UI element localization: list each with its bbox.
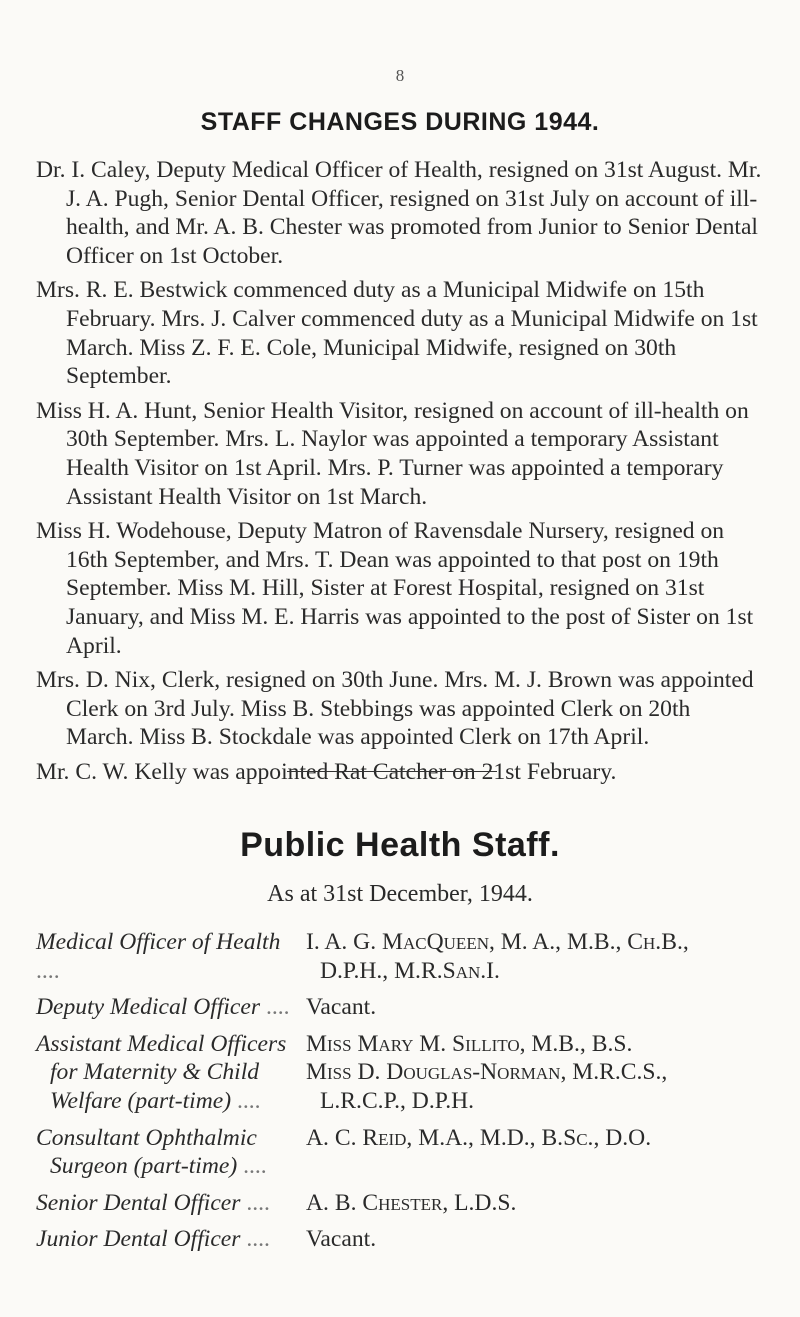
roster-row-deputy-medical-officer [36, 993, 780, 1022]
role [36, 1030, 306, 1116]
public-health-staff-title: Public Health Staff. [240, 826, 560, 864]
holder: D.P.H., M.R.San.I. [320, 957, 500, 984]
holder: Miss Mary M. Sillito, M.B., B.S. [306, 1030, 633, 1057]
role-line: Deputy Medical Officer [36, 994, 261, 1021]
role [36, 1124, 306, 1181]
leader-dots: .... [246, 1189, 270, 1216]
role-line: Welfare (part-time) [50, 1087, 232, 1114]
holder: Miss D. Douglas-Norman, M.R.C.S., [306, 1059, 668, 1086]
role-line: Medical Officer of Health [36, 929, 281, 955]
holders [306, 1225, 780, 1254]
paragraph-health-visitors: Miss H. A. Hunt, Senior Health Visitor, resigned on account of ill-health on 30th September. Mrs. L. Naylor was appointed a temporary Assistant Health Visitor on 1st April. Mrs. P. Turner was appointed a temporary Assistant Health Visitor on 1st March. [36, 397, 749, 510]
roster-row-consultant-ophthalmic-surgeon [36, 1124, 780, 1181]
holders [306, 1124, 780, 1181]
role-line: for Maternity & Child [50, 1059, 260, 1086]
leader-dots: .... [236, 1087, 261, 1114]
holders [306, 1189, 780, 1218]
public-health-staff-date: As at 31st December, 1944. [267, 881, 533, 907]
holder: A. B. Chester, L.D.S. [306, 1189, 517, 1216]
section-divider [287, 771, 497, 772]
role [36, 993, 306, 1022]
role-line: Assistant Medical Officers [36, 1030, 287, 1057]
leader-dots: .... [246, 1226, 270, 1253]
holders [306, 1030, 780, 1116]
roster-row-medical-officer [36, 928, 780, 985]
role [36, 928, 306, 985]
page-number: 8 [395, 66, 405, 85]
role-line: Senior Dental Officer [36, 1189, 241, 1216]
leader-dots: .... [243, 1153, 267, 1180]
roster-row-junior-dental-officer [36, 1225, 780, 1254]
roster-row-assistant-medical-officers [36, 1030, 780, 1116]
staff-roster [36, 928, 780, 1262]
holder: I. A. G. MacQueen, M. A., M.B., Ch.B., [306, 929, 689, 955]
paragraph-midwives: Mrs. R. E. Bestwick commenced duty as a Municipal Midwife on 15th February. Mrs. J. Calver commenced duty as a Municipal Midwife on 1st March. Miss Z. F. E. Cole, Municipal Midwife, resigned on 30th September. [36, 277, 758, 390]
leader-dots: .... [265, 994, 290, 1021]
role-line: Consultant Ophthalmic [36, 1124, 257, 1151]
role [36, 1225, 306, 1254]
role [36, 1189, 306, 1218]
staff-changes-heading: STAFF CHANGES DURING 1944. [200, 108, 600, 136]
paragraph-clerks: Mrs. D. Nix, Clerk, resigned on 30th June. Mrs. M. J. Brown was appointed Clerk on 3rd July. Miss B. Stebbings was appointed Clerk on 20th March. Miss B. Stockdale was appointed Clerk on 17th April. [36, 667, 754, 751]
holders [306, 993, 780, 1022]
role-line: Junior Dental Officer [36, 1226, 241, 1253]
staff-changes-text [36, 156, 762, 792]
holder: L.R.C.P., D.P.H. [320, 1087, 475, 1114]
holder: Vacant. [306, 1226, 377, 1253]
paragraph-nursery-hospital: Miss H. Wodehouse, Deputy Matron of Ravensdale Nursery, resigned on 16th September, and Mrs. T. Dean was appointed to that post on 19th September. Miss M. Hill, Sister at Forest Hospital, resigned on 31st January, and Miss M. E. Harris was appointed to the post of Sister on 1st April. [36, 518, 754, 659]
paragraph-rat-catcher: Mr. C. W. Kelly was appointed Rat Catcher on 21st February. [36, 758, 617, 785]
holders [306, 928, 780, 985]
paragraph-dental-officers: Dr. I. Caley, Deputy Medical Officer of Health, resigned on 31st August. Mr. J. A. Pugh, Senior Dental Officer, resigned on 31st July on account of ill-health, and Mr. A. B. Chester was promoted from Junior to Senior Dental Officer on 1st October. [36, 157, 762, 269]
holder: Vacant. [306, 994, 377, 1021]
holder: A. C. Reid, M.A., M.D., B.Sc., D.O. [306, 1124, 652, 1151]
leader-dots: .... [36, 957, 60, 984]
role-line: Surgeon (part-time) [50, 1153, 238, 1180]
roster-row-senior-dental-officer [36, 1189, 780, 1218]
